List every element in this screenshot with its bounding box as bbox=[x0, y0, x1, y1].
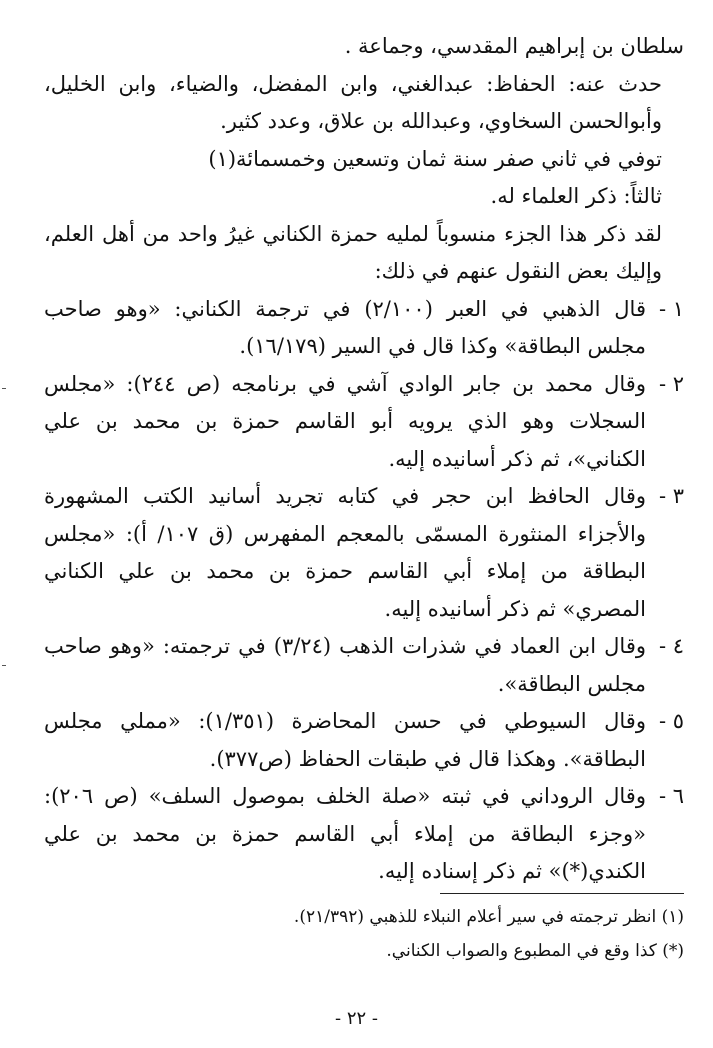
list-item-text: وقال محمد بن جابر الوادي آشي في برنامجه (ص ٢٤٤): «مجلس السجلات وهو الذي يرويه أبو القاسم حمزة بن محمد بن علي الكناني»، ثم ذكر أسانيده إليه. bbox=[44, 371, 646, 471]
list-item-text: وقال الحافظ ابن حجر في كتابه تجريد أسانيد الكتب المشهورة والأجزاء المنثورة المسمّى بالمعجم المفهرس (ق ١٠٧/ أ): «مجلس البطاقة من إملاء أبي القاسم حمزة بن محمد بن علي الكناني المصري» ثم ذكر أسانيده إليه. bbox=[44, 484, 647, 621]
list-item bbox=[44, 778, 684, 891]
list-item-number: ٢ - bbox=[658, 371, 684, 396]
list-item-number: ٦ - bbox=[658, 784, 684, 808]
section-heading: ثالثاً: ذكر العلماء له. bbox=[490, 184, 662, 208]
list-item-text: قال الذهبي في العبر (٢/١٠٠) في ترجمة الكناني: «وهو صاحب مجلس البطاقة» وكذا قال في السير (١٦/١٧٩). bbox=[44, 296, 646, 358]
list-item bbox=[44, 628, 684, 703]
list-item bbox=[44, 703, 684, 778]
list-item-text: وقال ابن العماد في شذرات الذهب (٣/٢٤) في ترجمته: «وهو صاحب مجلس البطاقة». bbox=[44, 634, 647, 696]
page-body bbox=[44, 28, 684, 891]
paragraph-narrators: حدث عنه: الحفاظ: عبدالغني، وابن المفضل، والضياء، وابن الخليل، وأبوالحسن السخاوي، وعبدالله بن علاق، وعدد كثير. bbox=[44, 71, 662, 133]
list-item bbox=[44, 291, 684, 366]
paragraph-line-1: سلطان بن إبراهيم المقدسي، وجماعة . bbox=[344, 34, 684, 58]
page-number: - ٢٢ - bbox=[335, 1008, 378, 1029]
footnote: (١) انظر ترجمته في سير أعلام النبلاء للذهبي (٢١/٣٩٢). bbox=[293, 907, 684, 927]
footnote-divider bbox=[440, 893, 684, 894]
list-item-number: ١ - bbox=[658, 296, 684, 321]
list-item-number: ٤ - bbox=[658, 634, 684, 658]
footnotes bbox=[44, 900, 684, 968]
footnote: (*) كذا وقع في المطبوع والصواب الكناني. bbox=[386, 941, 684, 961]
list-item-text: وقال السيوطي في حسن المحاضرة (١/٣٥١): «مملي مجلس البطاقة». وهكذا قال في طبقات الحفاظ (ص٣٧٧). bbox=[44, 709, 646, 771]
list-item-number: ٥ - bbox=[658, 709, 684, 733]
scan-edge-mark bbox=[2, 665, 6, 666]
list-item bbox=[44, 478, 684, 628]
scan-edge-mark bbox=[2, 388, 6, 389]
list-item-number: ٣ - bbox=[658, 484, 684, 508]
paragraph-death: توفي في ثاني صفر سنة ثمان وتسعين وخمسمائة(١) bbox=[208, 146, 662, 171]
list-item-text: وقال الروداني في ثبته «صلة الخلف بموصول السلف» (ص ٢٠٦): «وجزء البطاقة من إملاء أبي القاسم حمزة بن محمد بن علي الكندي(*)» ثم ذكر إسناده إليه. bbox=[44, 784, 646, 883]
paragraph-intro: لقد ذكر هذا الجزء منسوباً لمليه حمزة الكناني غيرُ واحد من أهل العلم، وإليك بعض النقول عنهم في ذلك: bbox=[44, 221, 662, 283]
list-item bbox=[44, 366, 684, 479]
